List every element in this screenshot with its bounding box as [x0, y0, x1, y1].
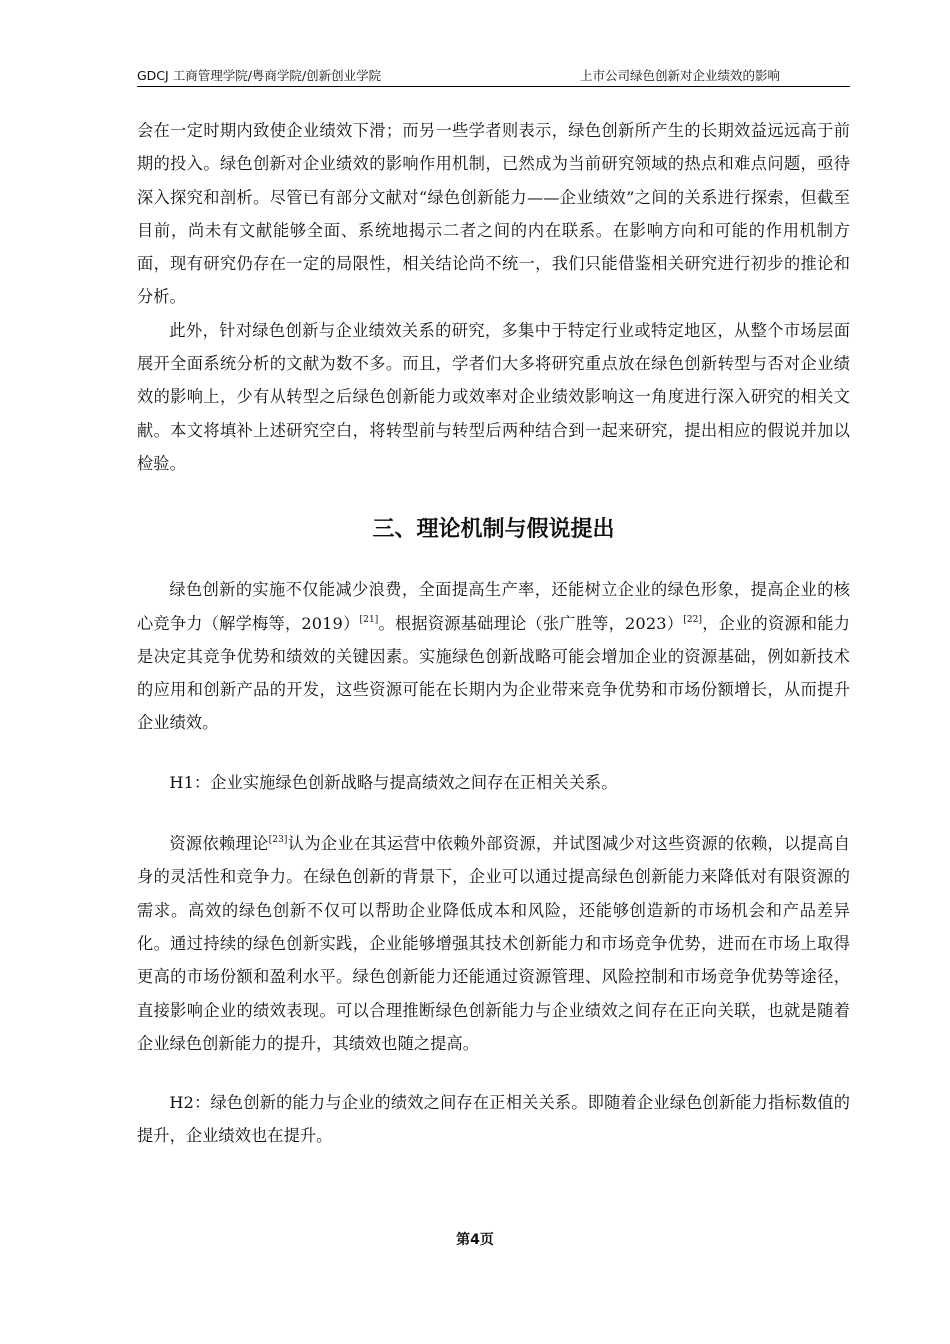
- paragraph-3-text-a: 绿色创新的实施不仅能减少浪费，全面提高生产率，还能树立企业的绿色形象，提高企业的核心竞争力（解学梅等，2019）: [137, 580, 850, 633]
- hypothesis-h1: H1：企业实施绿色创新战略与提高绩效之间存在正相关关系。: [169, 772, 618, 792]
- paragraph-2: 此外，针对绿色创新与企业绩效关系的研究，多集中于特定行业或特定地区，从整个市场层面展开全面系统分析的文献为数不多。而且，学者们大多将研究重点放在绿色创新转型与否对企业绩效的影响上，少有从转型之后绿色创新能力或效率对企业绩效影响这一角度进行深入研究的相关文献。本文将填补上述研究空白，将转型前与转型后两种结合到一起来研究，提出相应的假说并加以检验。: [137, 320, 850, 473]
- paragraph-4: [137, 827, 850, 1060]
- paragraph-3-text-c: ，企业的资源和能力是决定其竞争优势和绩效的关键因素。实施绿色创新战略可能会增加企业的资源基础，例如新技术的应用和创新产品的开发，这些资源可能在长期内为企业带来竞争优势和市场份额增长，从而提升企业绩效。: [137, 613, 850, 733]
- section-title: 三、理论机制与假说提出: [372, 517, 615, 543]
- citation-21[interactable]: [21]: [359, 614, 379, 625]
- page-header: [137, 64, 850, 87]
- hypothesis-h2: H2：绿色创新的能力与企业的绩效之间存在正相关关系。即随着企业绿色创新能力指标数值的提升，企业绩效也在提升。: [137, 1093, 850, 1146]
- paragraph-4-text-a: 资源依赖理论: [169, 834, 269, 854]
- citation-22[interactable]: [22]: [683, 614, 703, 625]
- paragraph-1: 会在一定时期内致使企业绩效下滑；而另一些学者则表示，绿色创新所产生的长期效益远远高于前期的投入。绿色创新对企业绩效的影响作用机制，已然成为当前研究领域的热点和难点问题，亟待深入探究和剖析。尽管已有部分文献对“绿色创新能力——企业绩效”之间的关系进行探索，但截至目前，尚未有文献能够全面、系统地揭示二者之间的内在联系。在影响方向和可能的作用机制方面，现有研究仍存在一定的局限性，相关结论尚不统一，我们只能借鉴相关研究进行初步的推论和分析。: [137, 121, 850, 307]
- header-institution: GDCJ 工商管理学院/粤商学院/创新创业学院: [137, 68, 382, 83]
- page-body: [137, 114, 850, 1153]
- header-paper-title: 上市公司绿色创新对企业绩效的影响: [579, 68, 780, 83]
- citation-23[interactable]: [23]: [268, 835, 288, 846]
- page-number: 第4页: [456, 1232, 494, 1248]
- paragraph-3-text-b: 。根据资源基础理论（张广胜等，2023）: [378, 613, 684, 633]
- paragraph-4-text-b: 认为企业在其运营中依赖外部资源，并试图减少对这些资源的依赖，以提高自身的灵活性和竞争力。在绿色创新的背景下，企业可以通过提高绿色创新能力来降低对有限资源的需求。高效的绿色创新不仅可以帮助企业降低成本和风险，还能够创造新的市场机会和产品差异化。通过持续的绿色创新实践，企业能够增强其技术创新能力和市场竞争优势，进而在市场上取得更高的市场份额和盈利水平。绿色创新能力还能通过资源管理、风险控制和市场竞争优势等途径，直接影响企业的绩效表现。可以合理推断绿色创新能力与企业绩效之间存在正向关联，也就是随着企业绿色创新能力的提升，其绩效也随之提高。: [137, 834, 850, 1053]
- paragraph-3: [137, 573, 850, 739]
